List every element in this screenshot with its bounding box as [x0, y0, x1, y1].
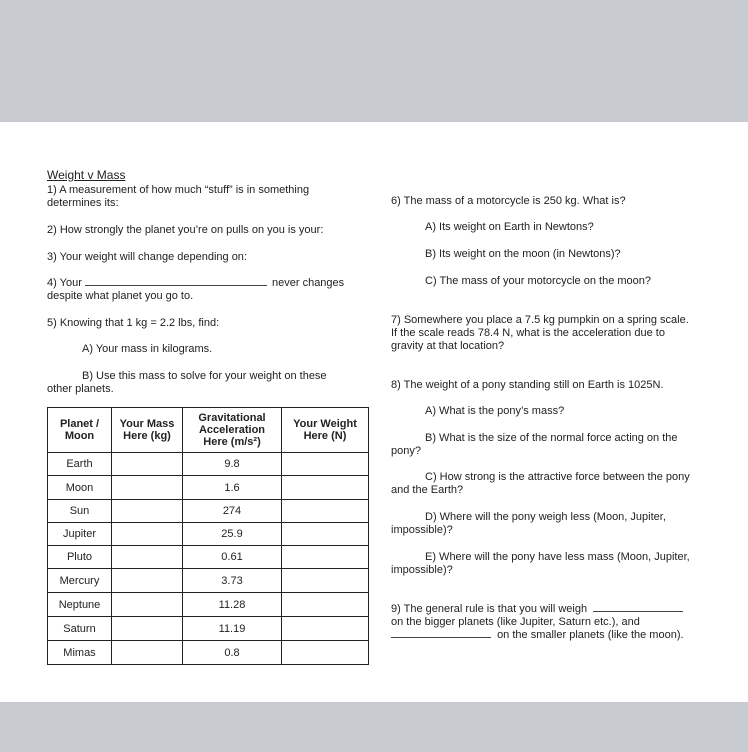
question-8c-line-1: C) How strong is the attractive force between the pony — [425, 471, 690, 483]
header-planet-line-1: Planet / — [59, 418, 100, 430]
question-9-blank-1 — [593, 611, 683, 612]
table-row — [48, 617, 369, 641]
weight-cell[interactable] — [282, 523, 369, 546]
question-8c-line-2: and the Earth? — [391, 484, 464, 496]
question-7-line-1: 7) Somewhere you place a 7.5 kg pumpkin on a spring scale. — [391, 314, 689, 326]
header-accel-line-1: Gravitational — [198, 412, 266, 424]
question-5: 5) Knowing that 1 kg = 2.2 lbs, find: — [47, 317, 220, 329]
table-row — [48, 453, 369, 476]
question-5b-line-2: other planets. — [47, 383, 114, 395]
question-7-line-2: If the scale reads 78.4 N, what is the acceleration due to — [391, 327, 665, 339]
weight-cell[interactable] — [282, 569, 369, 593]
question-3: 3) Your weight will change depending on: — [47, 251, 247, 263]
planet-cell: Earth — [48, 453, 112, 476]
question-6a: A) Its weight on Earth in Newtons? — [425, 221, 594, 233]
planet-cell: Mimas — [48, 641, 112, 665]
header-weight-line-1: Your Weight — [293, 418, 357, 430]
table-row — [48, 641, 369, 665]
table-row — [48, 546, 369, 569]
header-weight-line-2: Here (N) — [303, 430, 347, 442]
table-row — [48, 523, 369, 546]
planet-cell: Jupiter — [48, 523, 112, 546]
worksheet-page — [0, 122, 748, 702]
question-9-line-1 — [391, 603, 683, 616]
mass-cell[interactable] — [112, 569, 183, 593]
worksheet-title: Weight v Mass — [47, 168, 126, 182]
question-8d-line-2: impossible)? — [391, 524, 453, 536]
table-header-row — [48, 408, 369, 453]
question-9-line-3 — [391, 629, 684, 642]
weight-cell[interactable] — [282, 593, 369, 617]
question-1-line-1: 1) A measurement of how much “stuff” is in something — [47, 184, 310, 196]
planet-cell: Mercury — [48, 569, 112, 593]
question-2: 2) How strongly the planet you’re on pulls on you is your: — [47, 224, 324, 236]
weight-cell[interactable] — [282, 617, 369, 641]
accel-cell: 11.19 — [183, 617, 282, 641]
header-accel-line-3: Here (m/s²) — [203, 436, 261, 448]
accel-cell: 9.8 — [183, 453, 282, 476]
question-8d-line-1: D) Where will the pony weigh less (Moon, Jupiter, — [425, 511, 666, 523]
question-4-answer-blank — [85, 285, 267, 286]
header-mass-line-2: Here (kg) — [123, 430, 171, 442]
mass-cell[interactable] — [112, 546, 183, 569]
question-5b-line-1: B) Use this mass to solve for your weight on these — [82, 370, 327, 382]
question-5a: A) Your mass in kilograms. — [82, 343, 213, 355]
question-4-line-1 — [47, 277, 344, 290]
table-row — [48, 500, 369, 523]
table-row — [48, 593, 369, 617]
question-4-line-2: despite what planet you go to. — [47, 290, 194, 302]
weight-cell[interactable] — [282, 500, 369, 523]
header-mass-line-1: Your Mass — [119, 418, 175, 430]
header-planet — [48, 408, 112, 453]
planet-cell: Pluto — [48, 546, 112, 569]
weight-cell[interactable] — [282, 453, 369, 476]
question-6: 6) The mass of a motorcycle is 250 kg. What is? — [391, 195, 626, 207]
mass-cell[interactable] — [112, 523, 183, 546]
weight-cell[interactable] — [282, 476, 369, 500]
question-4-end: never changes — [272, 277, 345, 289]
header-acceleration — [183, 408, 282, 453]
planet-cell: Saturn — [48, 617, 112, 641]
mass-cell[interactable] — [112, 476, 183, 500]
header-accel-line-2: Acceleration — [198, 424, 266, 436]
planet-weight-table — [47, 407, 369, 665]
table-row — [48, 476, 369, 500]
planet-cell: Neptune — [48, 593, 112, 617]
mass-cell[interactable] — [112, 453, 183, 476]
weight-cell[interactable] — [282, 641, 369, 665]
header-weight — [282, 408, 369, 453]
mass-cell[interactable] — [112, 500, 183, 523]
question-9-blank-2 — [391, 637, 491, 638]
question-6b: B) Its weight on the moon (in Newtons)? — [425, 248, 621, 260]
question-4-start: 4) Your — [47, 277, 82, 289]
question-1-line-2: determines its: — [47, 197, 119, 209]
question-8e-line-2: impossible)? — [391, 564, 453, 576]
accel-cell: 1.6 — [183, 476, 282, 500]
accel-cell: 0.8 — [183, 641, 282, 665]
table-row — [48, 569, 369, 593]
question-8: 8) The weight of a pony standing still on Earth is 1025N. — [391, 379, 664, 391]
question-6c: C) The mass of your motorcycle on the moon? — [425, 275, 652, 287]
question-8b-line-2: pony? — [391, 445, 421, 457]
accel-cell: 11.28 — [183, 593, 282, 617]
header-mass — [112, 408, 183, 453]
weight-cell[interactable] — [282, 546, 369, 569]
header-planet-line-2: Moon — [64, 430, 95, 442]
mass-cell[interactable] — [112, 641, 183, 665]
mass-cell[interactable] — [112, 617, 183, 641]
accel-cell: 274 — [183, 500, 282, 523]
mass-cell[interactable] — [112, 593, 183, 617]
question-8a: A) What is the pony’s mass? — [425, 405, 565, 417]
question-9-end: on the smaller planets (like the moon). — [497, 629, 684, 641]
question-7-line-3: gravity at that location? — [391, 340, 505, 352]
planet-cell: Sun — [48, 500, 112, 523]
accel-cell: 0.61 — [183, 546, 282, 569]
question-9-line-2: on the bigger planets (like Jupiter, Saturn etc.), and — [391, 616, 640, 628]
planet-cell: Moon — [48, 476, 112, 500]
question-8b-line-1: B) What is the size of the normal force acting on the — [425, 432, 678, 444]
accel-cell: 25.9 — [183, 523, 282, 546]
question-8e-line-1: E) Where will the pony have less mass (Moon, Jupiter, — [425, 551, 690, 563]
accel-cell: 3.73 — [183, 569, 282, 593]
question-9-start: 9) The general rule is that you will weigh — [391, 603, 588, 615]
